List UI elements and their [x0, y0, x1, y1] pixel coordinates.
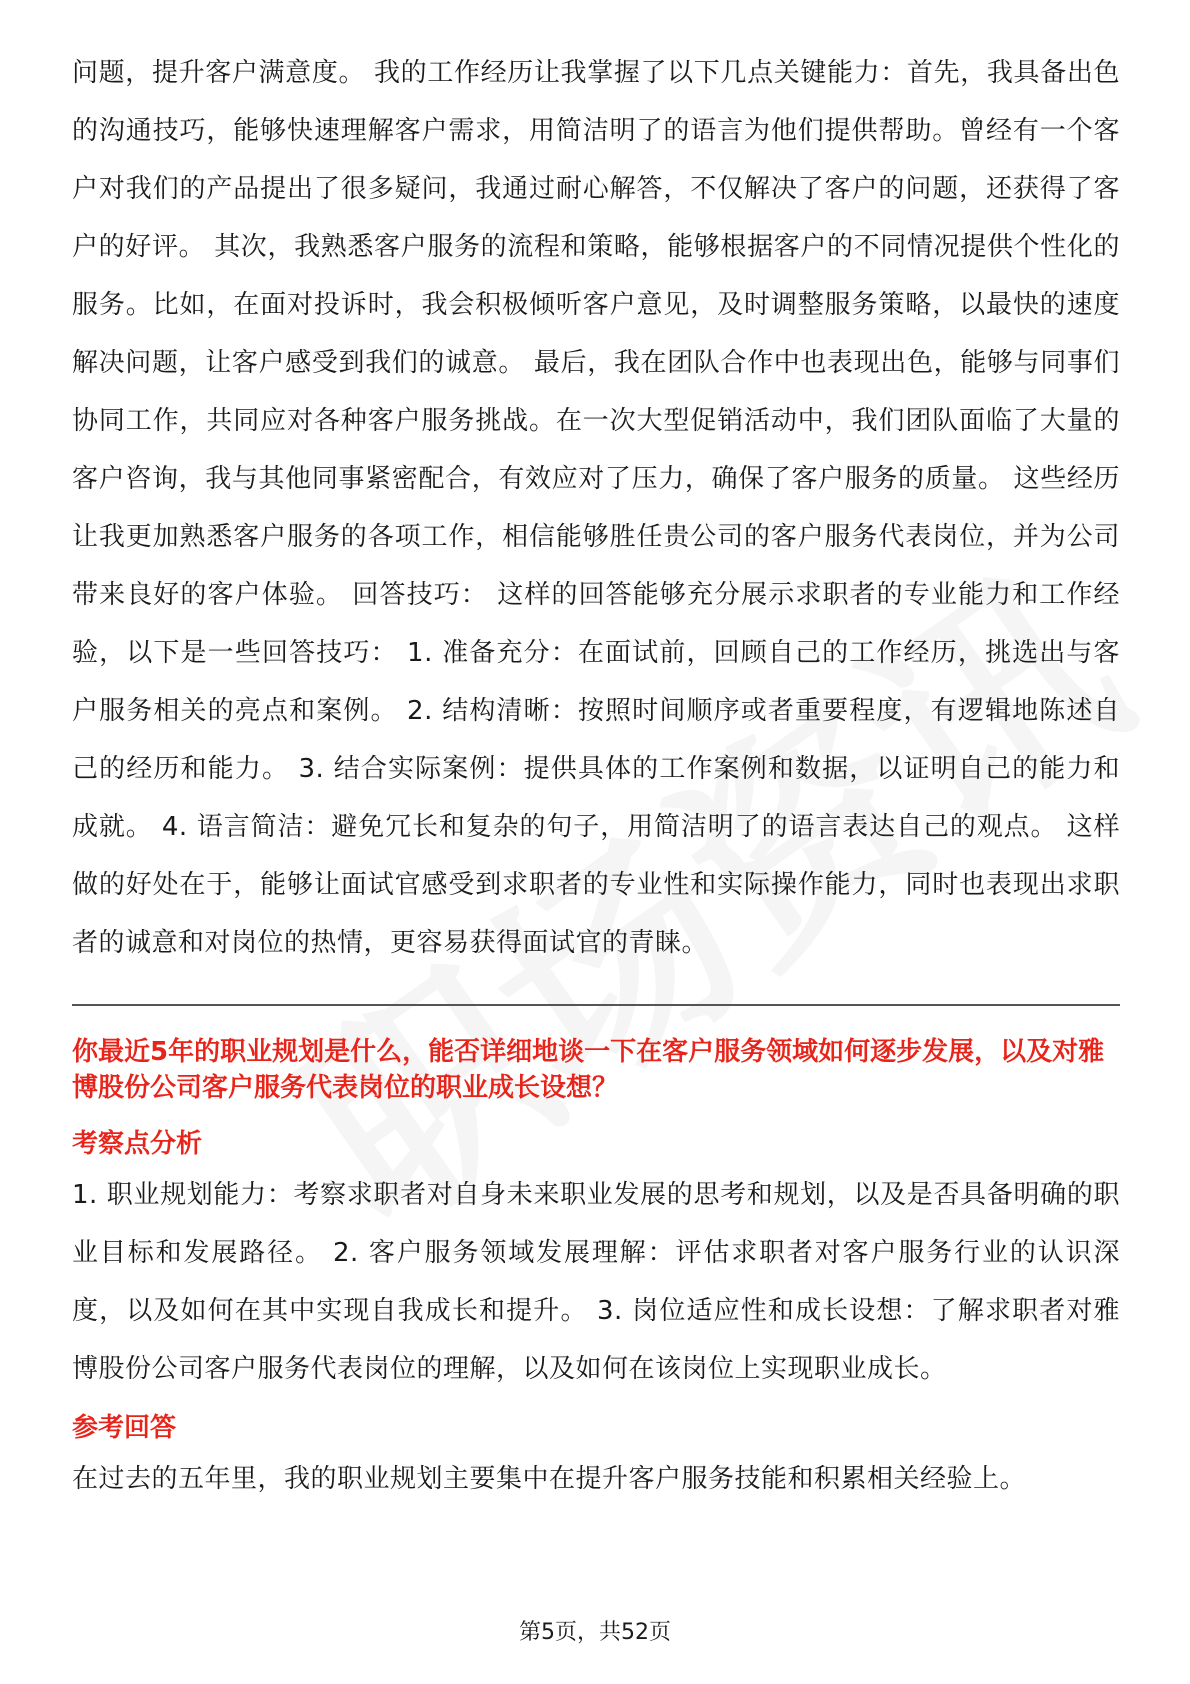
analysis-text: 1. 职业规划能力：考察求职者对自身未来职业发展的思考和规划，以及是否具备明确的职业目标和发展路径。 2. 客户服务领域发展理解：评估求职者对客户服务行业的认识深度，以及如何在其中实现自我成长和提升。 3. 岗位适应性和成长设想：了解求职者对雅博股份公司客户服务代表岗位的理解，以及如何在该岗位上实现职业成长。 — [72, 1180, 1120, 1384]
analysis-heading: 考察点分析 — [72, 1129, 203, 1159]
page-number: 第5页，共52页 — [519, 1620, 671, 1645]
document-page — [72, 44, 1120, 1508]
reference-answer-heading: 参考回答 — [72, 1413, 177, 1443]
interview-question: 你最近5年的职业规划是什么，能否详细地谈一下在客户服务领域如何逐步发展，以及对雅博股份公司客户服务代表岗位的职业成长设想？ — [72, 1037, 1105, 1103]
body-paragraph: 问题，提升客户满意度。 我的工作经历让我掌握了以下几点关键能力：首先，我具备出色的沟通技巧，能够快速理解客户需求，用简洁明了的语言为他们提供帮助。曾经有一个客户对我们的产品提出了很多疑问，我通过耐心解答，不仅解决了客户的问题，还获得了客户的好评。 其次，我熟悉客户服务的流程和策略，能够根据客户的不同情况提供个性化的服务。比如，在面对投诉时，我会积极倾听客户意见，及时调整服务策略，以最快的速度解决问题，让客户感受到我们的诚意。 最后，我在团队合作中也表现出色，能够与同事们协同工作，共同应对各种客户服务挑战。在一次大型促销活动中，我们团队面临了大量的客户咨询，我与其他同事紧密配合，有效应对了压力，确保了客户服务的质量。 这些经历让我更加熟悉客户服务的各项工作，相信能够胜任贵公司的客户服务代表岗位，并为公司带来良好的客户体验。 回答技巧： 这样的回答能够充分展示求职者的专业能力和工作经验，以下是一些回答技巧： 1. 准备充分：在面试前，回顾自己的工作经历，挑选出与客户服务相关的亮点和案例。 2. 结构清晰：按照时间顺序或者重要程度，有逻辑地陈述自己的经历和能力。 3. 结合实际案例：提供具体的工作案例和数据，以证明自己的能力和成就。 4. 语言简洁：避免冗长和复杂的句子，用简洁明了的语言表达自己的观点。 这样做的好处在于，能够让面试官感受到求职者的专业性和实际操作能力，同时也表现出求职者的诚意和对岗位的热情，更容易获得面试官的青睐。 — [72, 58, 1120, 958]
section-divider — [72, 1004, 1120, 1006]
reference-answer-text: 在过去的五年里，我的职业规划主要集中在提升客户服务技能和积累相关经验上。 — [72, 1464, 1027, 1494]
